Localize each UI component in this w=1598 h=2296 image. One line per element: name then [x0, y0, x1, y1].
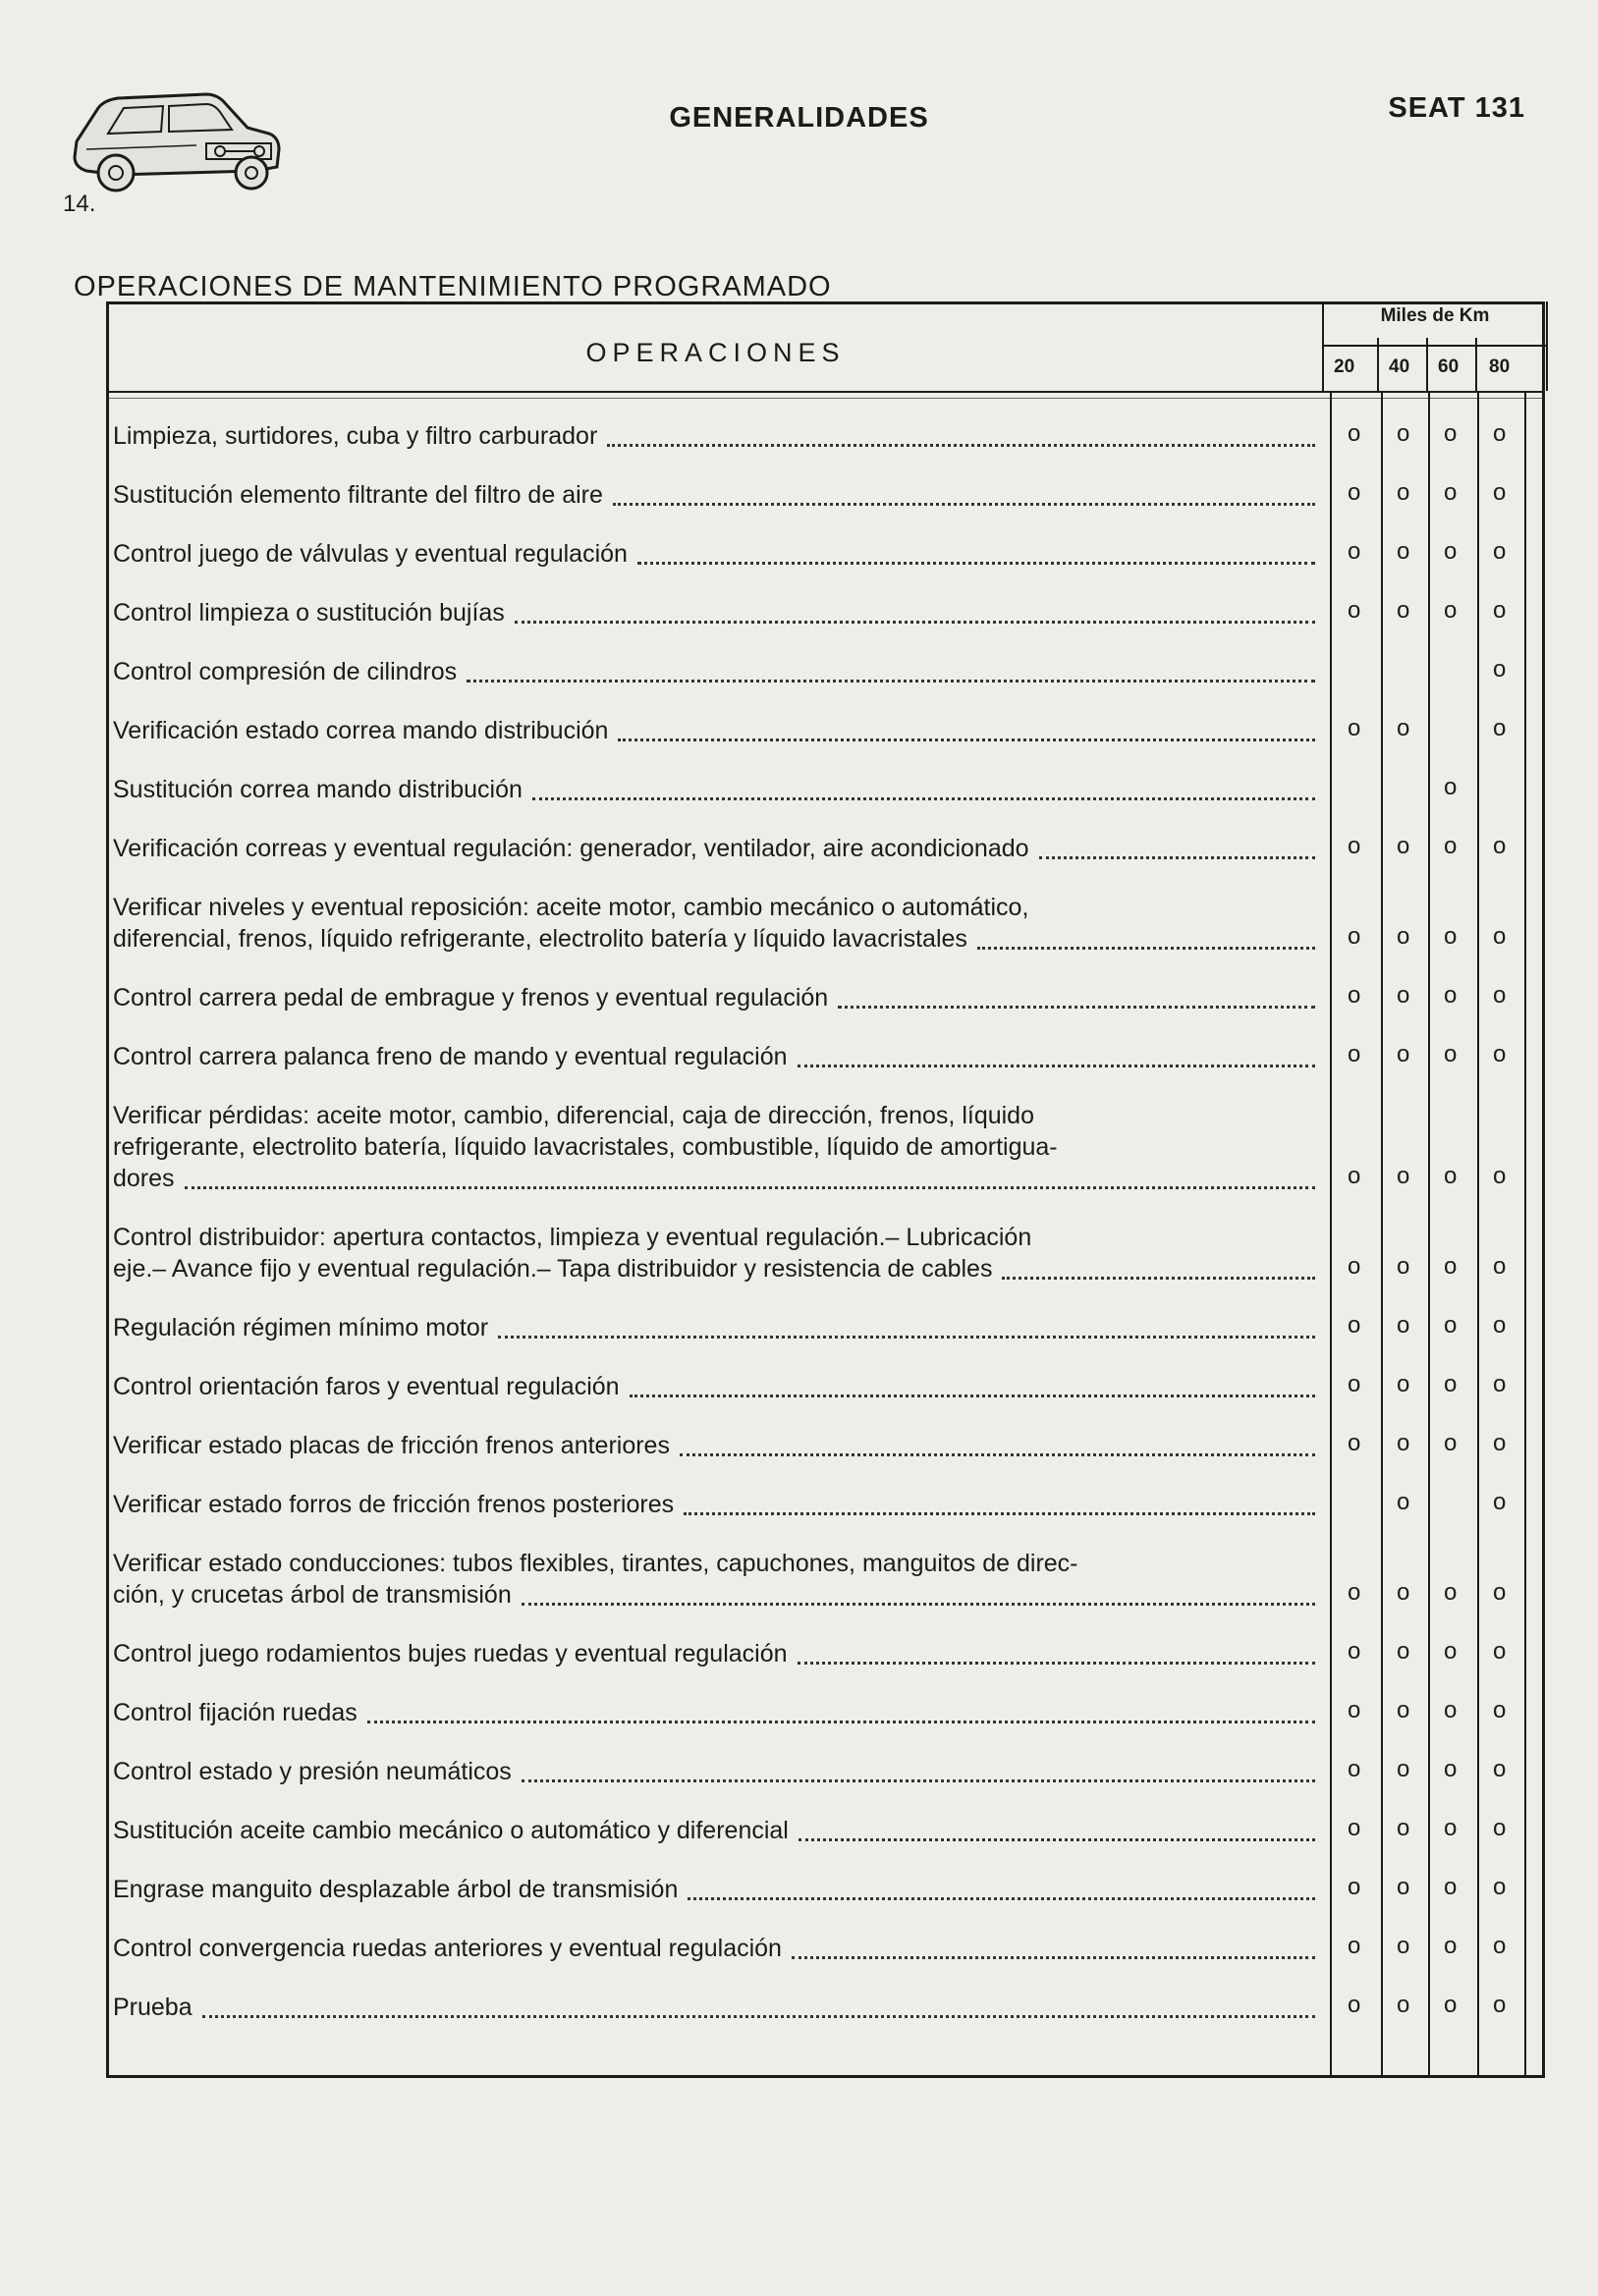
operation-text: Sustitución elemento filtrante del filtro de aire: [113, 481, 603, 509]
interval-mark: o: [1348, 1933, 1361, 1959]
interval-mark: o: [1444, 1041, 1458, 1067]
interval-mark: o: [1444, 1697, 1458, 1723]
interval-mark: o: [1493, 982, 1507, 1009]
interval-mark: o: [1493, 1697, 1507, 1723]
interval-mark: o: [1397, 1312, 1410, 1339]
operation-text: Prueba: [113, 1994, 193, 2021]
operation-text: refrigerante, electrolito batería, líquido lavacristales, combustible, líquido de amortigua-: [113, 1133, 1058, 1161]
interval-mark: o: [1493, 1041, 1507, 1067]
operation-text: Control convergencia ruedas anteriores y eventual regulación: [113, 1935, 782, 1962]
interval-mark: o: [1493, 538, 1507, 565]
dot-leader: [185, 1186, 1315, 1189]
interval-mark: o: [1493, 1430, 1507, 1456]
dot-leader: [618, 738, 1315, 741]
table-row: [109, 1548, 1548, 1611]
table-row: [109, 1222, 1548, 1285]
interval-mark: o: [1444, 420, 1458, 447]
dot-leader: [613, 503, 1315, 506]
interval-mark: o: [1493, 1163, 1507, 1189]
operation-text: Verificar niveles y eventual reposición: aceite motor, cambio mecánico o automático,: [113, 894, 1029, 921]
table-row: [109, 1312, 1548, 1343]
interval-mark: o: [1493, 1933, 1507, 1959]
dot-leader: [202, 2015, 1315, 2018]
table-row: [109, 1371, 1548, 1402]
interval-mark: o: [1397, 1489, 1410, 1515]
dot-leader: [522, 1779, 1315, 1782]
dot-leader: [688, 1897, 1315, 1900]
model-name: SEAT 131: [1388, 92, 1525, 124]
interval-mark: o: [1493, 1874, 1507, 1900]
table-row: [109, 1697, 1548, 1728]
table-row: [109, 1430, 1548, 1461]
interval-mark: o: [1444, 1579, 1458, 1606]
interval-mark: o: [1493, 715, 1507, 741]
interval-mark: o: [1397, 982, 1410, 1009]
table-row: [109, 1041, 1548, 1072]
dot-leader: [838, 1006, 1315, 1009]
interval-mark: o: [1444, 538, 1458, 565]
interval-mark: o: [1397, 1163, 1410, 1189]
interval-mark: o: [1444, 1312, 1458, 1339]
table-row: [109, 538, 1548, 570]
operation-text: Control carrera pedal de embrague y frenos y eventual regulación: [113, 984, 829, 1011]
page-number: 14.: [63, 191, 96, 217]
interval-mark: o: [1348, 1041, 1361, 1067]
interval-mark: o: [1348, 1815, 1361, 1841]
table-row: [109, 1100, 1548, 1194]
km-header-label: Miles de Km: [1380, 305, 1490, 326]
km-column-60: 60: [1438, 356, 1460, 377]
interval-mark: o: [1444, 1253, 1458, 1280]
operation-text: dores: [113, 1165, 175, 1192]
section-title: GENERALIDADES: [669, 102, 929, 134]
interval-mark: o: [1348, 1697, 1361, 1723]
interval-mark: o: [1348, 1579, 1361, 1606]
interval-mark: o: [1444, 982, 1458, 1009]
interval-mark: o: [1397, 833, 1410, 859]
interval-mark: o: [1397, 1041, 1410, 1067]
interval-mark: o: [1397, 1253, 1410, 1280]
interval-mark: o: [1493, 656, 1507, 683]
operation-text: Verificar estado forros de fricción frenos posteriores: [113, 1491, 675, 1518]
table-row: [109, 1933, 1548, 1964]
header-divider: [109, 391, 1542, 393]
operation-text: Sustitución aceite cambio mecánico o automático y diferencial: [113, 1817, 789, 1844]
interval-mark: o: [1397, 597, 1410, 624]
dot-leader: [630, 1394, 1315, 1397]
interval-mark: o: [1444, 1756, 1458, 1782]
interval-mark: o: [1444, 597, 1458, 624]
interval-mark: o: [1493, 1638, 1507, 1665]
interval-mark: o: [1397, 1371, 1410, 1397]
operation-text: Control compresión de cilindros: [113, 658, 458, 685]
table-row: [109, 597, 1548, 629]
km-column-80: 80: [1489, 356, 1511, 377]
operation-text: Engrase manguito desplazable árbol de transmisión: [113, 1876, 679, 1903]
interval-mark: o: [1397, 538, 1410, 565]
operation-text: Limpieza, surtidores, cuba y filtro carburador: [113, 422, 598, 450]
km-column-40: 40: [1389, 356, 1410, 377]
dot-leader: [607, 444, 1315, 447]
interval-mark: o: [1348, 715, 1361, 741]
table-row: [109, 833, 1548, 864]
operation-text: Control distribuidor: apertura contactos, limpieza y eventual regulación.– Lubricación: [113, 1224, 1032, 1251]
interval-mark: o: [1348, 833, 1361, 859]
interval-mark: o: [1348, 420, 1361, 447]
interval-mark: o: [1397, 923, 1410, 950]
operation-text: Control juego rodamientos bujes ruedas y eventual regulación: [113, 1640, 788, 1667]
interval-mark: o: [1493, 923, 1507, 950]
km-header-box: [1322, 301, 1548, 391]
operation-text: Regulación régimen mínimo motor: [113, 1314, 489, 1341]
table-row: [109, 715, 1548, 746]
dot-leader: [798, 1662, 1315, 1665]
interval-mark: o: [1348, 1371, 1361, 1397]
interval-mark: o: [1493, 1579, 1507, 1606]
table-row: [109, 982, 1548, 1013]
km-header-divider: [1324, 345, 1546, 347]
interval-mark: o: [1348, 479, 1361, 506]
interval-mark: o: [1493, 1756, 1507, 1782]
interval-mark: o: [1348, 538, 1361, 565]
interval-mark: o: [1444, 1430, 1458, 1456]
operation-text: Verificar estado placas de fricción frenos anteriores: [113, 1432, 670, 1459]
interval-mark: o: [1397, 1638, 1410, 1665]
km-column-20: 20: [1334, 356, 1355, 377]
dot-leader: [792, 1956, 1315, 1959]
interval-mark: o: [1493, 1312, 1507, 1339]
interval-mark: o: [1397, 1430, 1410, 1456]
operation-text: Control limpieza o sustitución bujías: [113, 599, 505, 627]
interval-mark: o: [1397, 420, 1410, 447]
interval-mark: o: [1348, 1312, 1361, 1339]
interval-mark: o: [1444, 1874, 1458, 1900]
interval-mark: o: [1493, 1253, 1507, 1280]
table-row: [109, 1992, 1548, 2023]
table-row: [109, 892, 1548, 955]
dot-leader: [367, 1721, 1315, 1723]
interval-mark: o: [1397, 715, 1410, 741]
dot-leader: [799, 1838, 1315, 1841]
table-row: [109, 1638, 1548, 1669]
interval-mark: o: [1444, 1815, 1458, 1841]
interval-mark: o: [1493, 833, 1507, 859]
interval-mark: o: [1493, 420, 1507, 447]
interval-mark: o: [1348, 1992, 1361, 2018]
interval-mark: o: [1397, 479, 1410, 506]
interval-mark: o: [1348, 1756, 1361, 1782]
interval-mark: o: [1348, 1253, 1361, 1280]
km-header-column-divider: [1426, 338, 1428, 391]
operation-text: eje.– Avance fijo y eventual regulación.– Tapa distribuidor y resistencia de cables: [113, 1255, 993, 1283]
operation-text: diferencial, frenos, líquido refrigerante, electrolito batería y líquido lavacristales: [113, 925, 967, 953]
operation-text: Control fijación ruedas: [113, 1699, 358, 1726]
interval-mark: o: [1397, 1697, 1410, 1723]
dot-leader: [1002, 1277, 1315, 1280]
maintenance-schedule-table: [106, 301, 1545, 2078]
dot-leader: [684, 1512, 1315, 1515]
table-row: [109, 656, 1548, 687]
operation-text: Control estado y presión neumáticos: [113, 1758, 512, 1785]
table-row: [109, 774, 1548, 805]
interval-mark: o: [1444, 1992, 1458, 2018]
interval-mark: o: [1397, 1992, 1410, 2018]
interval-mark: o: [1348, 982, 1361, 1009]
table-row: [109, 479, 1548, 511]
interval-mark: o: [1348, 1874, 1361, 1900]
dot-leader: [637, 562, 1315, 565]
operation-text: Control juego de válvulas y eventual regulación: [113, 540, 628, 568]
interval-mark: o: [1444, 479, 1458, 506]
dot-leader: [680, 1453, 1315, 1456]
interval-mark: o: [1444, 1933, 1458, 1959]
dot-leader: [467, 680, 1315, 683]
interval-mark: o: [1444, 774, 1458, 800]
interval-mark: o: [1348, 597, 1361, 624]
interval-mark: o: [1493, 1371, 1507, 1397]
interval-mark: o: [1397, 1874, 1410, 1900]
interval-mark: o: [1444, 1163, 1458, 1189]
interval-mark: o: [1397, 1933, 1410, 1959]
table-row: [109, 420, 1548, 452]
table-row: [109, 1756, 1548, 1787]
operation-text: Control orientación faros y eventual regulación: [113, 1373, 620, 1400]
table-row: [109, 1874, 1548, 1905]
interval-mark: o: [1348, 923, 1361, 950]
operation-text: Verificación estado correa mando distribución: [113, 717, 609, 744]
interval-mark: o: [1444, 1371, 1458, 1397]
interval-mark: o: [1397, 1756, 1410, 1782]
operation-text: Control carrera palanca freno de mando y eventual regulación: [113, 1043, 788, 1070]
interval-mark: o: [1348, 1430, 1361, 1456]
table-title: OPERACIONES DE MANTENIMIENTO PROGRAMADO: [74, 271, 832, 302]
km-header-column-divider: [1475, 338, 1477, 391]
interval-mark: o: [1493, 479, 1507, 506]
interval-mark: o: [1397, 1815, 1410, 1841]
interval-mark: o: [1493, 1489, 1507, 1515]
dot-leader: [977, 947, 1315, 950]
interval-mark: o: [1444, 833, 1458, 859]
interval-mark: o: [1444, 1638, 1458, 1665]
dot-leader: [1039, 856, 1315, 859]
dot-leader: [498, 1336, 1315, 1339]
header-divider-secondary: [109, 398, 1542, 399]
operation-text: ción, y crucetas árbol de transmisión: [113, 1581, 512, 1609]
dot-leader: [522, 1603, 1315, 1606]
table-row: [109, 1815, 1548, 1846]
operations-heading: OPERACIONES: [585, 338, 846, 367]
dot-leader: [515, 621, 1315, 624]
interval-mark: o: [1348, 1638, 1361, 1665]
operation-text: Verificar pérdidas: aceite motor, cambio, diferencial, caja de dirección, frenos, líquido: [113, 1102, 1034, 1129]
interval-mark: o: [1444, 923, 1458, 950]
interval-mark: o: [1493, 597, 1507, 624]
operation-text: Sustitución correa mando distribución: [113, 776, 523, 803]
table-row: [109, 1489, 1548, 1520]
interval-mark: o: [1493, 1815, 1507, 1841]
interval-mark: o: [1493, 1992, 1507, 2018]
operation-text: Verificar estado conducciones: tubos flexibles, tirantes, capuchones, manguitos de direc-: [113, 1550, 1078, 1577]
interval-mark: o: [1397, 1579, 1410, 1606]
interval-mark: o: [1348, 1163, 1361, 1189]
operation-text: Verificación correas y eventual regulación: generador, ventilador, aire acondicionado: [113, 835, 1029, 862]
km-header-column-divider: [1377, 338, 1379, 391]
dot-leader: [798, 1065, 1315, 1067]
dot-leader: [532, 797, 1315, 800]
